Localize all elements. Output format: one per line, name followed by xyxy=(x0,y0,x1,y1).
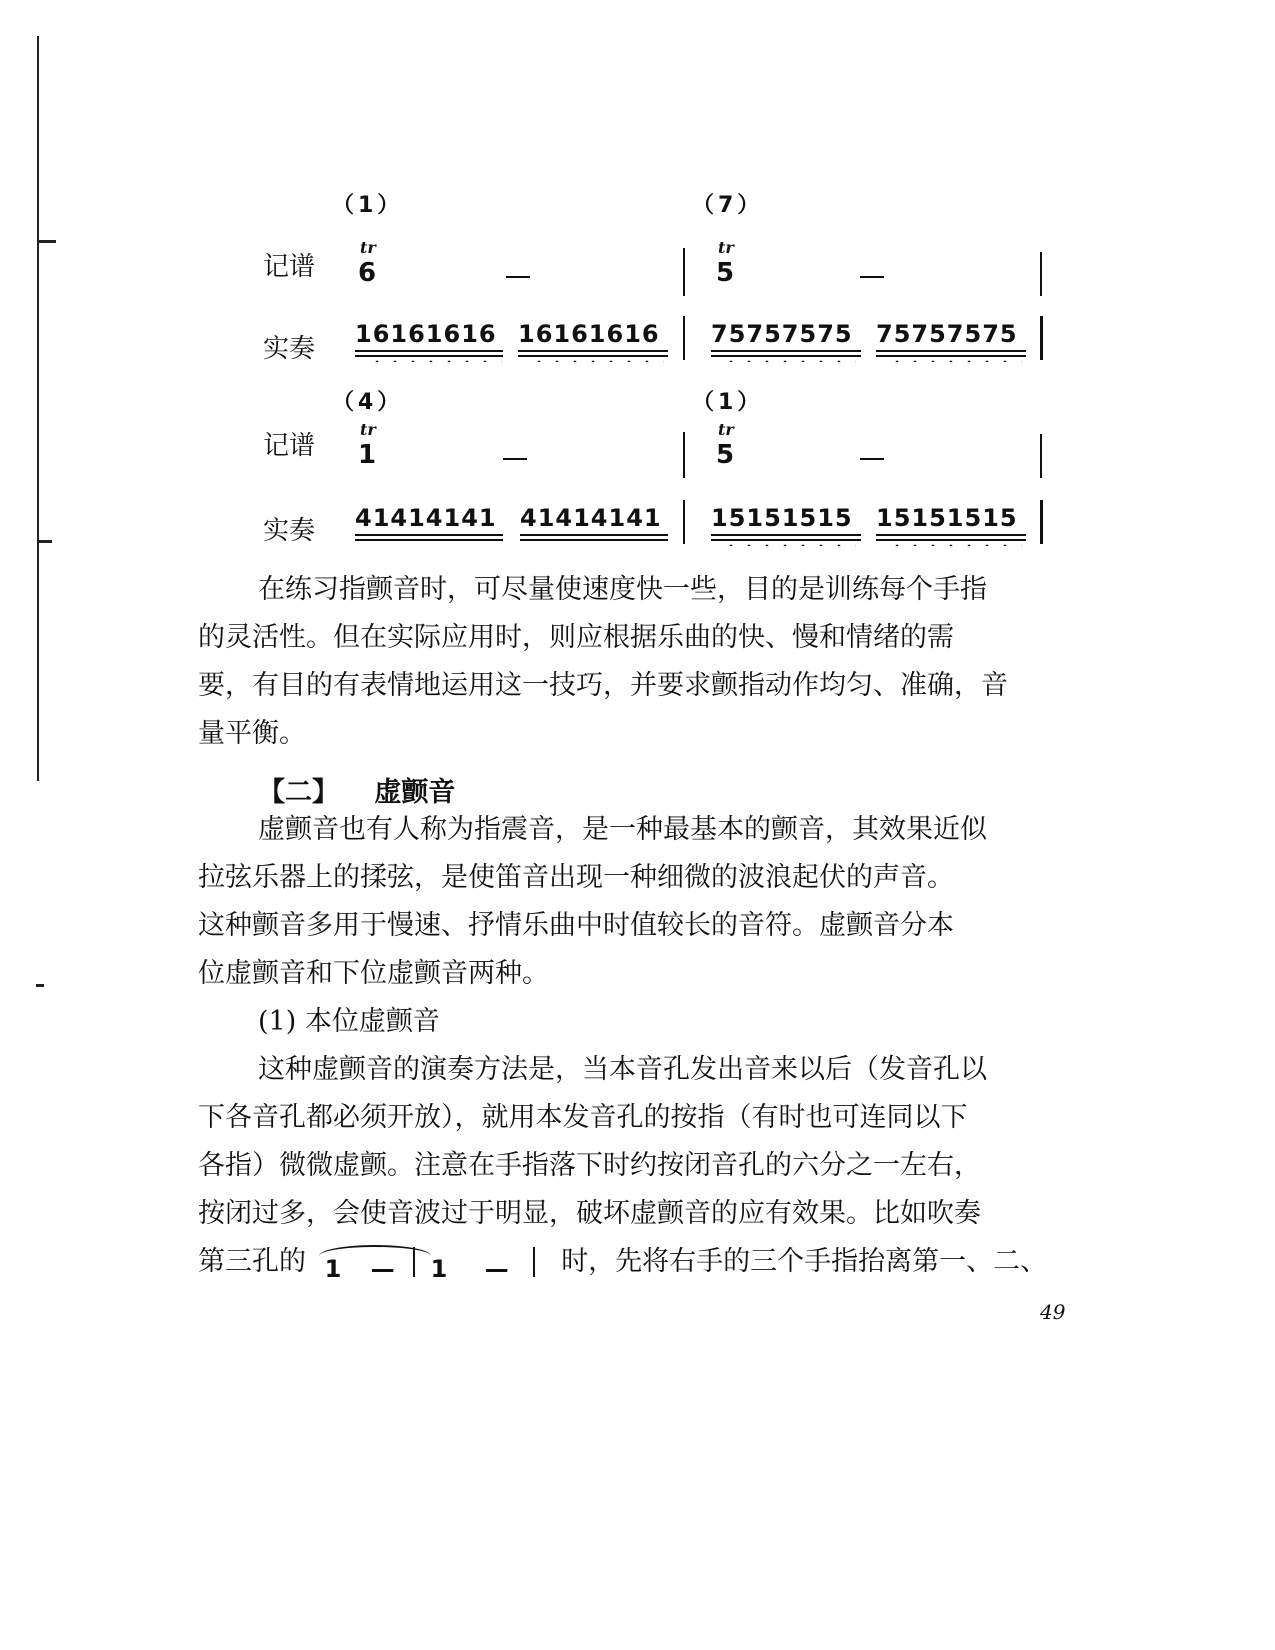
barline xyxy=(683,432,685,478)
text-line: 的灵活性。但在实际应用时，则应根据乐曲的快、慢和情绪的需 xyxy=(198,622,954,653)
beam xyxy=(518,355,668,357)
actual-notes: 41414141 xyxy=(355,504,497,532)
actual-label: 实奏 xyxy=(263,516,316,546)
barline xyxy=(683,500,685,544)
beam xyxy=(876,539,1026,541)
sustain-dash xyxy=(506,276,530,278)
binding-line xyxy=(37,36,39,781)
text-fragment: 时，先将右手的三个手指抬离第一、二、 xyxy=(561,1246,1048,1277)
notated-note: 5 xyxy=(716,440,735,470)
section-number: 【二】 xyxy=(258,777,339,808)
actual-notes: 16161616 xyxy=(518,320,660,348)
barline xyxy=(683,316,685,360)
octave-dots xyxy=(722,360,856,362)
barline xyxy=(1040,434,1042,478)
inline-dash: — xyxy=(484,1254,509,1283)
text-line: 各指）微微虚颤。注意在手指落下时约按闭音孔的六分之一左右， xyxy=(198,1150,981,1181)
subheading-text: (1) 本位虚颤音 xyxy=(258,1006,440,1037)
binding-mark xyxy=(36,984,44,987)
text-line: 拉弦乐器上的揉弦，是使笛音出现一种细微的波浪起伏的声音。 xyxy=(198,862,954,893)
text-line: 这种虚颤音的演奏方法是，当本音孔发出音来以后（发音孔以 xyxy=(258,1054,987,1085)
section-title: 虚颤音 xyxy=(374,777,456,808)
text-line-with-score xyxy=(198,1238,1108,1286)
paragraph-2 xyxy=(198,806,1108,998)
inline-note: 1 xyxy=(430,1254,448,1283)
octave-dots xyxy=(722,544,856,546)
inline-barline xyxy=(413,1247,415,1277)
trill-mark: tr xyxy=(718,238,734,257)
example-number: （1） xyxy=(332,193,404,218)
text-line: 虚颤音也有人称为指震音，是一种最基本的颤音，其效果近似 xyxy=(258,814,987,845)
beam xyxy=(711,350,861,352)
text-fragment: 第三孔的 xyxy=(198,1246,306,1277)
paragraph-1 xyxy=(198,566,1108,758)
beam xyxy=(876,350,1026,352)
beam xyxy=(711,355,861,357)
example-number: （7） xyxy=(692,193,764,218)
beam xyxy=(711,539,861,541)
octave-dots xyxy=(888,544,1022,546)
barline xyxy=(1040,316,1043,360)
sustain-dash xyxy=(503,458,527,460)
trill-mark: tr xyxy=(718,420,734,439)
text-line: 位虚颤音和下位虚颤音两种。 xyxy=(198,958,549,989)
trill-mark: tr xyxy=(360,238,376,257)
notated-note: 6 xyxy=(358,258,377,288)
trill-mark: tr xyxy=(360,420,376,439)
subheading xyxy=(198,998,1108,1046)
barline xyxy=(683,248,685,296)
octave-dots xyxy=(888,360,1022,362)
octave-dots xyxy=(368,360,502,362)
example-number: （4） xyxy=(332,390,404,415)
beam xyxy=(355,534,503,536)
actual-notes: 16161616 xyxy=(355,320,497,348)
binding-mark xyxy=(38,240,56,243)
text-line: 在练习指颤音时，可尽量使速度快一些，目的是训练每个手指 xyxy=(258,574,987,605)
inline-barline xyxy=(533,1247,535,1277)
actual-label: 实奏 xyxy=(263,334,316,364)
actual-notes: 41414141 xyxy=(520,504,662,532)
page-number: 49 xyxy=(1040,1300,1066,1324)
notated-note: 5 xyxy=(716,258,735,288)
inline-note: 1 xyxy=(324,1254,342,1283)
actual-notes: 15151515 xyxy=(876,504,1018,532)
octave-dots xyxy=(530,360,664,362)
beam xyxy=(520,539,668,541)
beam xyxy=(520,534,668,536)
text-line: 按闭过多，会使音波过于明显，破坏虚颤音的应有效果。比如吹奏 xyxy=(198,1198,981,1229)
barline xyxy=(1040,252,1042,296)
text-line: 要，有目的有表情地运用这一技巧，并要求颤指动作均匀、准确，音 xyxy=(198,670,1008,701)
binding-mark xyxy=(38,540,52,543)
actual-notes: 15151515 xyxy=(711,504,853,532)
beam xyxy=(876,534,1026,536)
paragraph-3 xyxy=(198,1046,1108,1286)
beam xyxy=(355,355,503,357)
notated-note: 1 xyxy=(358,440,377,470)
beam xyxy=(876,355,1026,357)
text-line: 这种颤音多用于慢速、抒情乐曲中时值较长的音符。虚颤音分本 xyxy=(198,910,954,941)
beam xyxy=(518,350,668,352)
section-heading xyxy=(258,770,455,809)
inline-score xyxy=(315,1245,553,1281)
actual-notes: 75757575 xyxy=(711,320,853,348)
beam xyxy=(355,350,503,352)
sustain-dash xyxy=(860,276,884,278)
beam xyxy=(711,534,861,536)
text-line: 下各音孔都必须开放），就用本发音孔的按指（有时也可连同以下 xyxy=(198,1102,968,1133)
example-number: （1） xyxy=(692,390,764,415)
inline-dash: — xyxy=(370,1254,395,1283)
text-line: 量平衡。 xyxy=(198,718,306,749)
barline xyxy=(1040,500,1043,544)
notation-label: 记谱 xyxy=(263,252,316,282)
beam xyxy=(355,539,503,541)
sustain-dash xyxy=(860,458,884,460)
actual-notes: 75757575 xyxy=(876,320,1018,348)
notation-label: 记谱 xyxy=(263,431,316,461)
